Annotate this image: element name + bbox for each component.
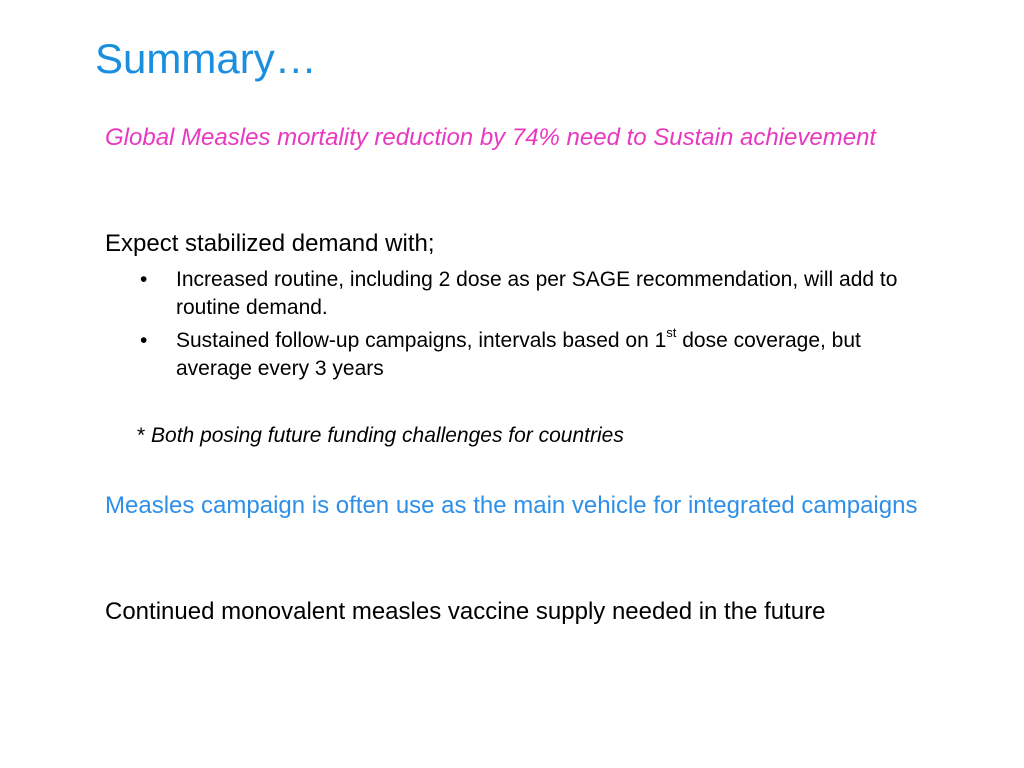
bullet-text-part: dose coverage, but average every 3 years [176, 329, 861, 380]
bullet-marker: • [140, 268, 148, 291]
bullet-item-routine [140, 266, 940, 322]
bullet-text-part: Sustained follow-up campaigns, intervals based on 1 [176, 329, 667, 352]
slide-title: Summary… [95, 35, 317, 82]
demand-intro: Expect stabilized demand with; [105, 230, 435, 257]
note-marker: * [137, 424, 146, 447]
funding-note [137, 422, 624, 450]
ordinal-superscript: st [666, 325, 677, 340]
bullet-text: Increased routine, including 2 dose as per SAGE recommendation, will add to routine demand. [176, 268, 898, 319]
mortality-reduction-statement: Global Measles mortality reduction by 74% need to Sustain achievement [105, 124, 877, 151]
bullet-item-campaigns [140, 327, 940, 383]
bullet-text [176, 327, 940, 383]
vaccine-supply-statement: Continued monovalent measles vaccine supply needed in the future [105, 598, 826, 625]
integrated-campaigns-statement: Measles campaign is often use as the main vehicle for integrated campaigns [105, 492, 918, 519]
note-text: Both posing future funding challenges for countries [151, 424, 624, 447]
bullet-marker: • [140, 329, 148, 352]
